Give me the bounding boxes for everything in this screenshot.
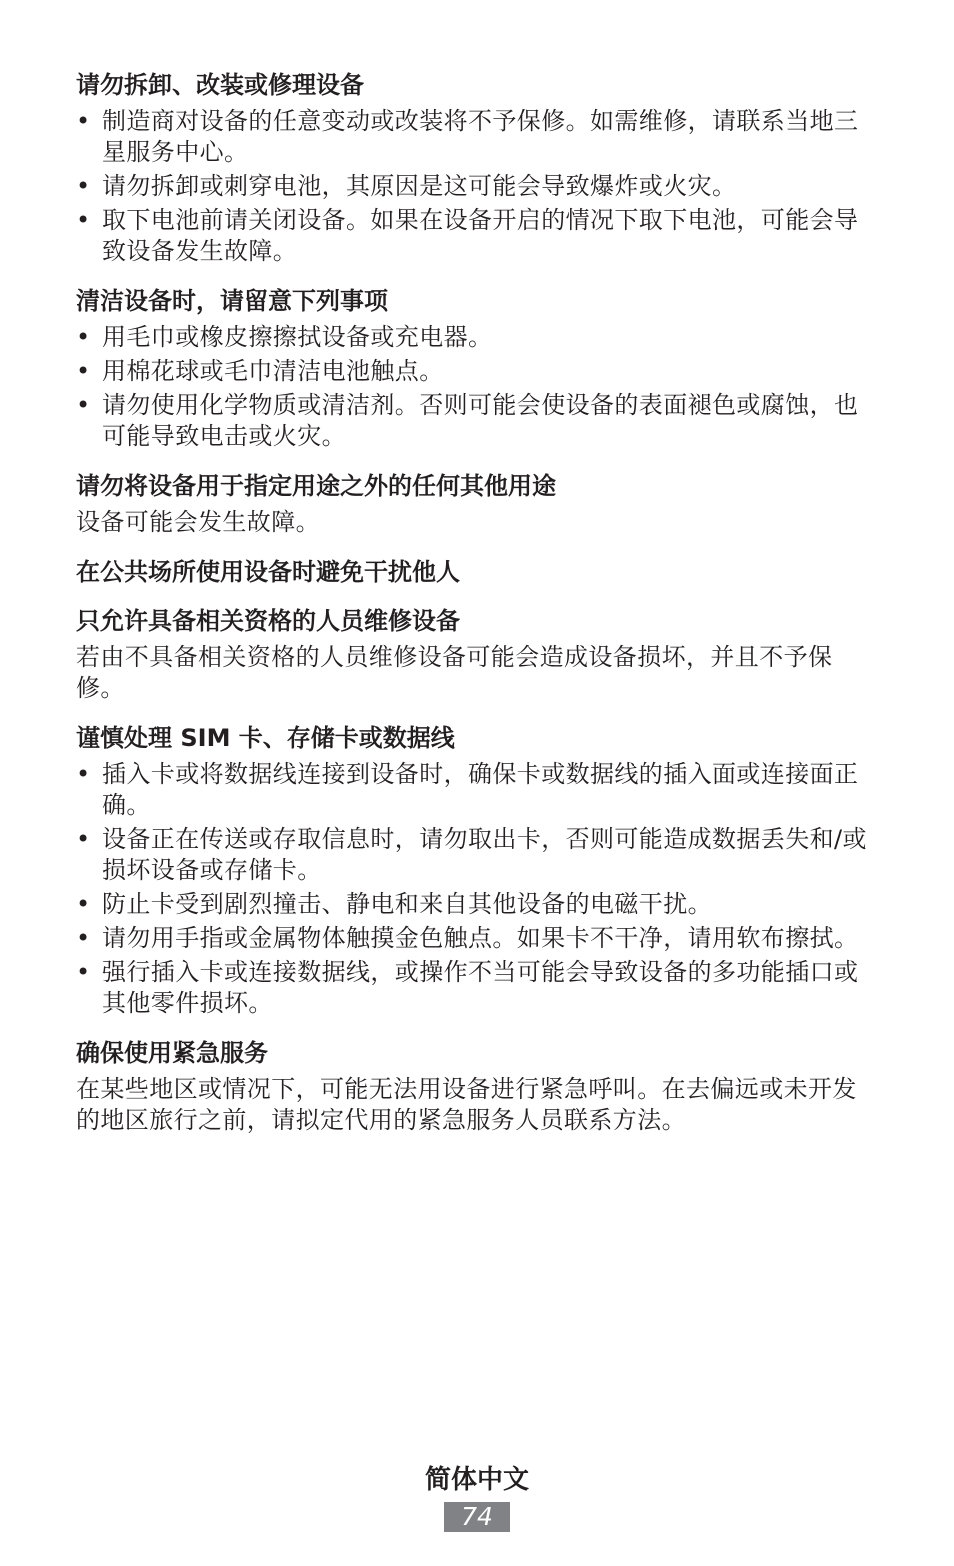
bullet-icon: •	[76, 107, 91, 135]
list-item	[76, 923, 876, 954]
section-emergency-services	[76, 1038, 876, 1136]
list-item	[76, 390, 876, 452]
section-no-disassemble	[76, 70, 876, 267]
section-text: 在某些地区或情况下，可能无法用设备进行紧急呼叫。在去偏远或未开发的地区旅行之前，请拟定代用的紧急服务人员联系方法。	[76, 1075, 857, 1134]
section-title: 请勿将设备用于指定用途之外的任何其他用途	[76, 472, 556, 500]
bullet-icon: •	[76, 890, 91, 918]
section-cleaning	[76, 286, 876, 452]
bullet-icon: •	[76, 760, 91, 788]
list-item-text: 插入卡或将数据线连接到设备时，确保卡或数据线的插入面或连接面正确。	[102, 760, 859, 819]
section-public-places	[76, 557, 876, 587]
section-qualified-service	[76, 606, 876, 704]
list-item-text: 设备正在传送或存取信息时，请勿取出卡，否则可能造成数据丢失和/或损坏设备或存储卡。	[102, 825, 867, 884]
list-item	[76, 889, 876, 920]
list-item-text: 防止卡受到剧烈撞击、静电和来自其他设备的电磁干扰。	[102, 890, 712, 918]
bullet-list	[76, 322, 876, 452]
bullet-list	[76, 759, 876, 1019]
list-item-text: 用棉花球或毛巾清洁电池触点。	[102, 357, 444, 385]
bullet-icon: •	[76, 924, 91, 952]
list-item	[76, 205, 876, 267]
section-title: 只允许具备相关资格的人员维修设备	[76, 607, 460, 635]
list-item-text: 请勿使用化学物质或清洁剂。否则可能会使设备的表面褪色或腐蚀，也可能导致电击或火灾。	[102, 391, 859, 450]
section-title: 清洁设备时，请留意下列事项	[76, 287, 388, 315]
page-number: 74	[444, 1502, 510, 1532]
bullet-list	[76, 106, 876, 267]
list-item-text: 用毛巾或橡皮擦擦拭设备或充电器。	[102, 323, 493, 351]
section-text: 若由不具备相关资格的人员维修设备可能会造成设备损坏，并且不予保修。	[76, 643, 833, 702]
section-title: 谨慎处理 SIM 卡、存储卡或数据线	[76, 724, 455, 752]
list-item	[76, 171, 876, 202]
page-footer	[0, 1464, 954, 1532]
list-item-text: 强行插入卡或连接数据线，或操作不当可能会导致设备的多功能插口或其他零件损坏。	[102, 958, 859, 1017]
bullet-icon: •	[76, 323, 91, 351]
list-item	[76, 957, 876, 1019]
section-sim-card-handling	[76, 723, 876, 1019]
section-title: 请勿拆卸、改装或修理设备	[76, 71, 364, 99]
list-item-text: 请勿拆卸或刺穿电池，其原因是这可能会导致爆炸或火灾。	[102, 172, 737, 200]
footer-language: 简体中文	[424, 1465, 529, 1495]
section-title: 确保使用紧急服务	[76, 1039, 268, 1067]
page-content	[76, 70, 876, 1155]
section-title: 在公共场所使用设备时避免干扰他人	[76, 558, 460, 586]
list-item-text: 请勿用手指或金属物体触摸金色触点。如果卡不干净，请用软布擦拭。	[102, 924, 859, 952]
list-item-text: 制造商对设备的任意变动或改装将不予保修。如需维修，请联系当地三星服务中心。	[102, 107, 859, 166]
bullet-icon: •	[76, 172, 91, 200]
list-item	[76, 824, 876, 886]
list-item	[76, 356, 876, 387]
bullet-icon: •	[76, 391, 91, 419]
list-item	[76, 759, 876, 821]
bullet-icon: •	[76, 206, 91, 234]
list-item	[76, 322, 876, 353]
list-item-text: 取下电池前请关闭设备。如果在设备开启的情况下取下电池，可能会导致设备发生故障。	[102, 206, 859, 265]
bullet-icon: •	[76, 357, 91, 385]
section-text: 设备可能会发生故障。	[76, 508, 320, 536]
section-intended-use	[76, 471, 876, 538]
bullet-icon: •	[76, 958, 91, 986]
bullet-icon: •	[76, 825, 91, 853]
list-item	[76, 106, 876, 168]
